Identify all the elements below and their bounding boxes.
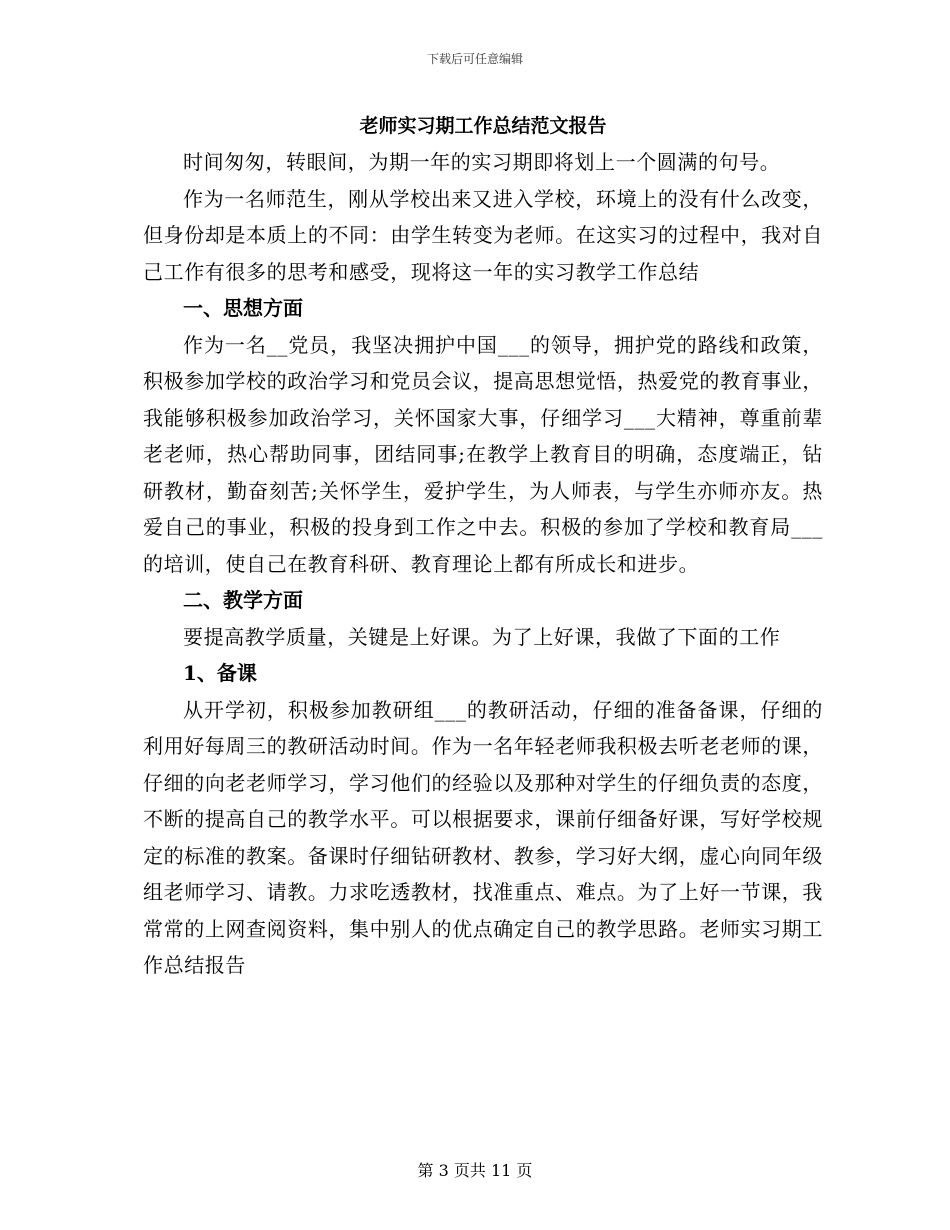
paragraph-ideology: 作为一名__党员，我坚决拥护中国___的领导，拥护党的路线和政策，积极参加学校的政治学习和党员会议，提高思想觉悟，热爱党的教育事业，我能够积极参加政治学习，关怀国家大事，仔细学习___大精神，尊重前辈老老师，热心帮助同事，团结同事;在教学上教育目的明确，态度端正，钻研教材，勤奋刻苦;关怀学生，爱护学生，为人师表，与学生亦师亦友。热爱自己的事业，积极的投身到工作之中去。积极的参加了学校和教育局___的培训，使自己在教育科研、教育理论上都有所成长和进步。 (143, 332, 823, 576)
page-number: 第 3 页共 11 页 (417, 1161, 533, 1180)
section-heading-teaching: 二、教学方面 (183, 588, 303, 612)
header-note: 下载后可任意编辑 (426, 52, 523, 66)
section-heading-ideology: 一、思想方面 (183, 296, 303, 320)
paragraph-teaching: 要提高教学质量，关键是上好课。为了上好课，我做了下面的工作 (183, 624, 781, 649)
paragraph-intro: 时间匆匆，转眼间，为期一年的实习期即将划上一个圆满的句号。 (183, 150, 781, 174)
paragraph-lesson-prep: 从开学初，积极参加教研组___的教研活动，仔细的准备备课，仔细的利用好每周三的教研活动时间。作为一名年轻老师我积极去听老老师的课，仔细的向老老师学习，学习他们的经验以及那种对学生的仔细负责的态度，不断的提高自己的教学水平。可以根据要求，课前仔细备好课，写好学校规定的标准的教案。备课时仔细钻研教材、教参，学习好大纲，虚心向同年级组老师学习、请教。力求吃透教材，找准重点、难点。为了上好一节课，我常常的上网查阅资料，集中别人的优点确定自己的教学思路。老师实习期工作总结报告 (143, 697, 823, 977)
paragraph-identity: 作为一名师范生，刚从学校出来又进入学校，环境上的没有什么改变，但身份却是本质上的不同：由学生转变为老师。在这实习的过程中，我对自己工作有很多的思考和感受，现将这一年的实习教学工作总结 (143, 186, 823, 284)
document-title: 老师实习期工作总结范文报告 (359, 115, 607, 137)
subsection-heading-lesson-prep: 1、备课 (183, 661, 257, 685)
document-body (143, 108, 823, 984)
